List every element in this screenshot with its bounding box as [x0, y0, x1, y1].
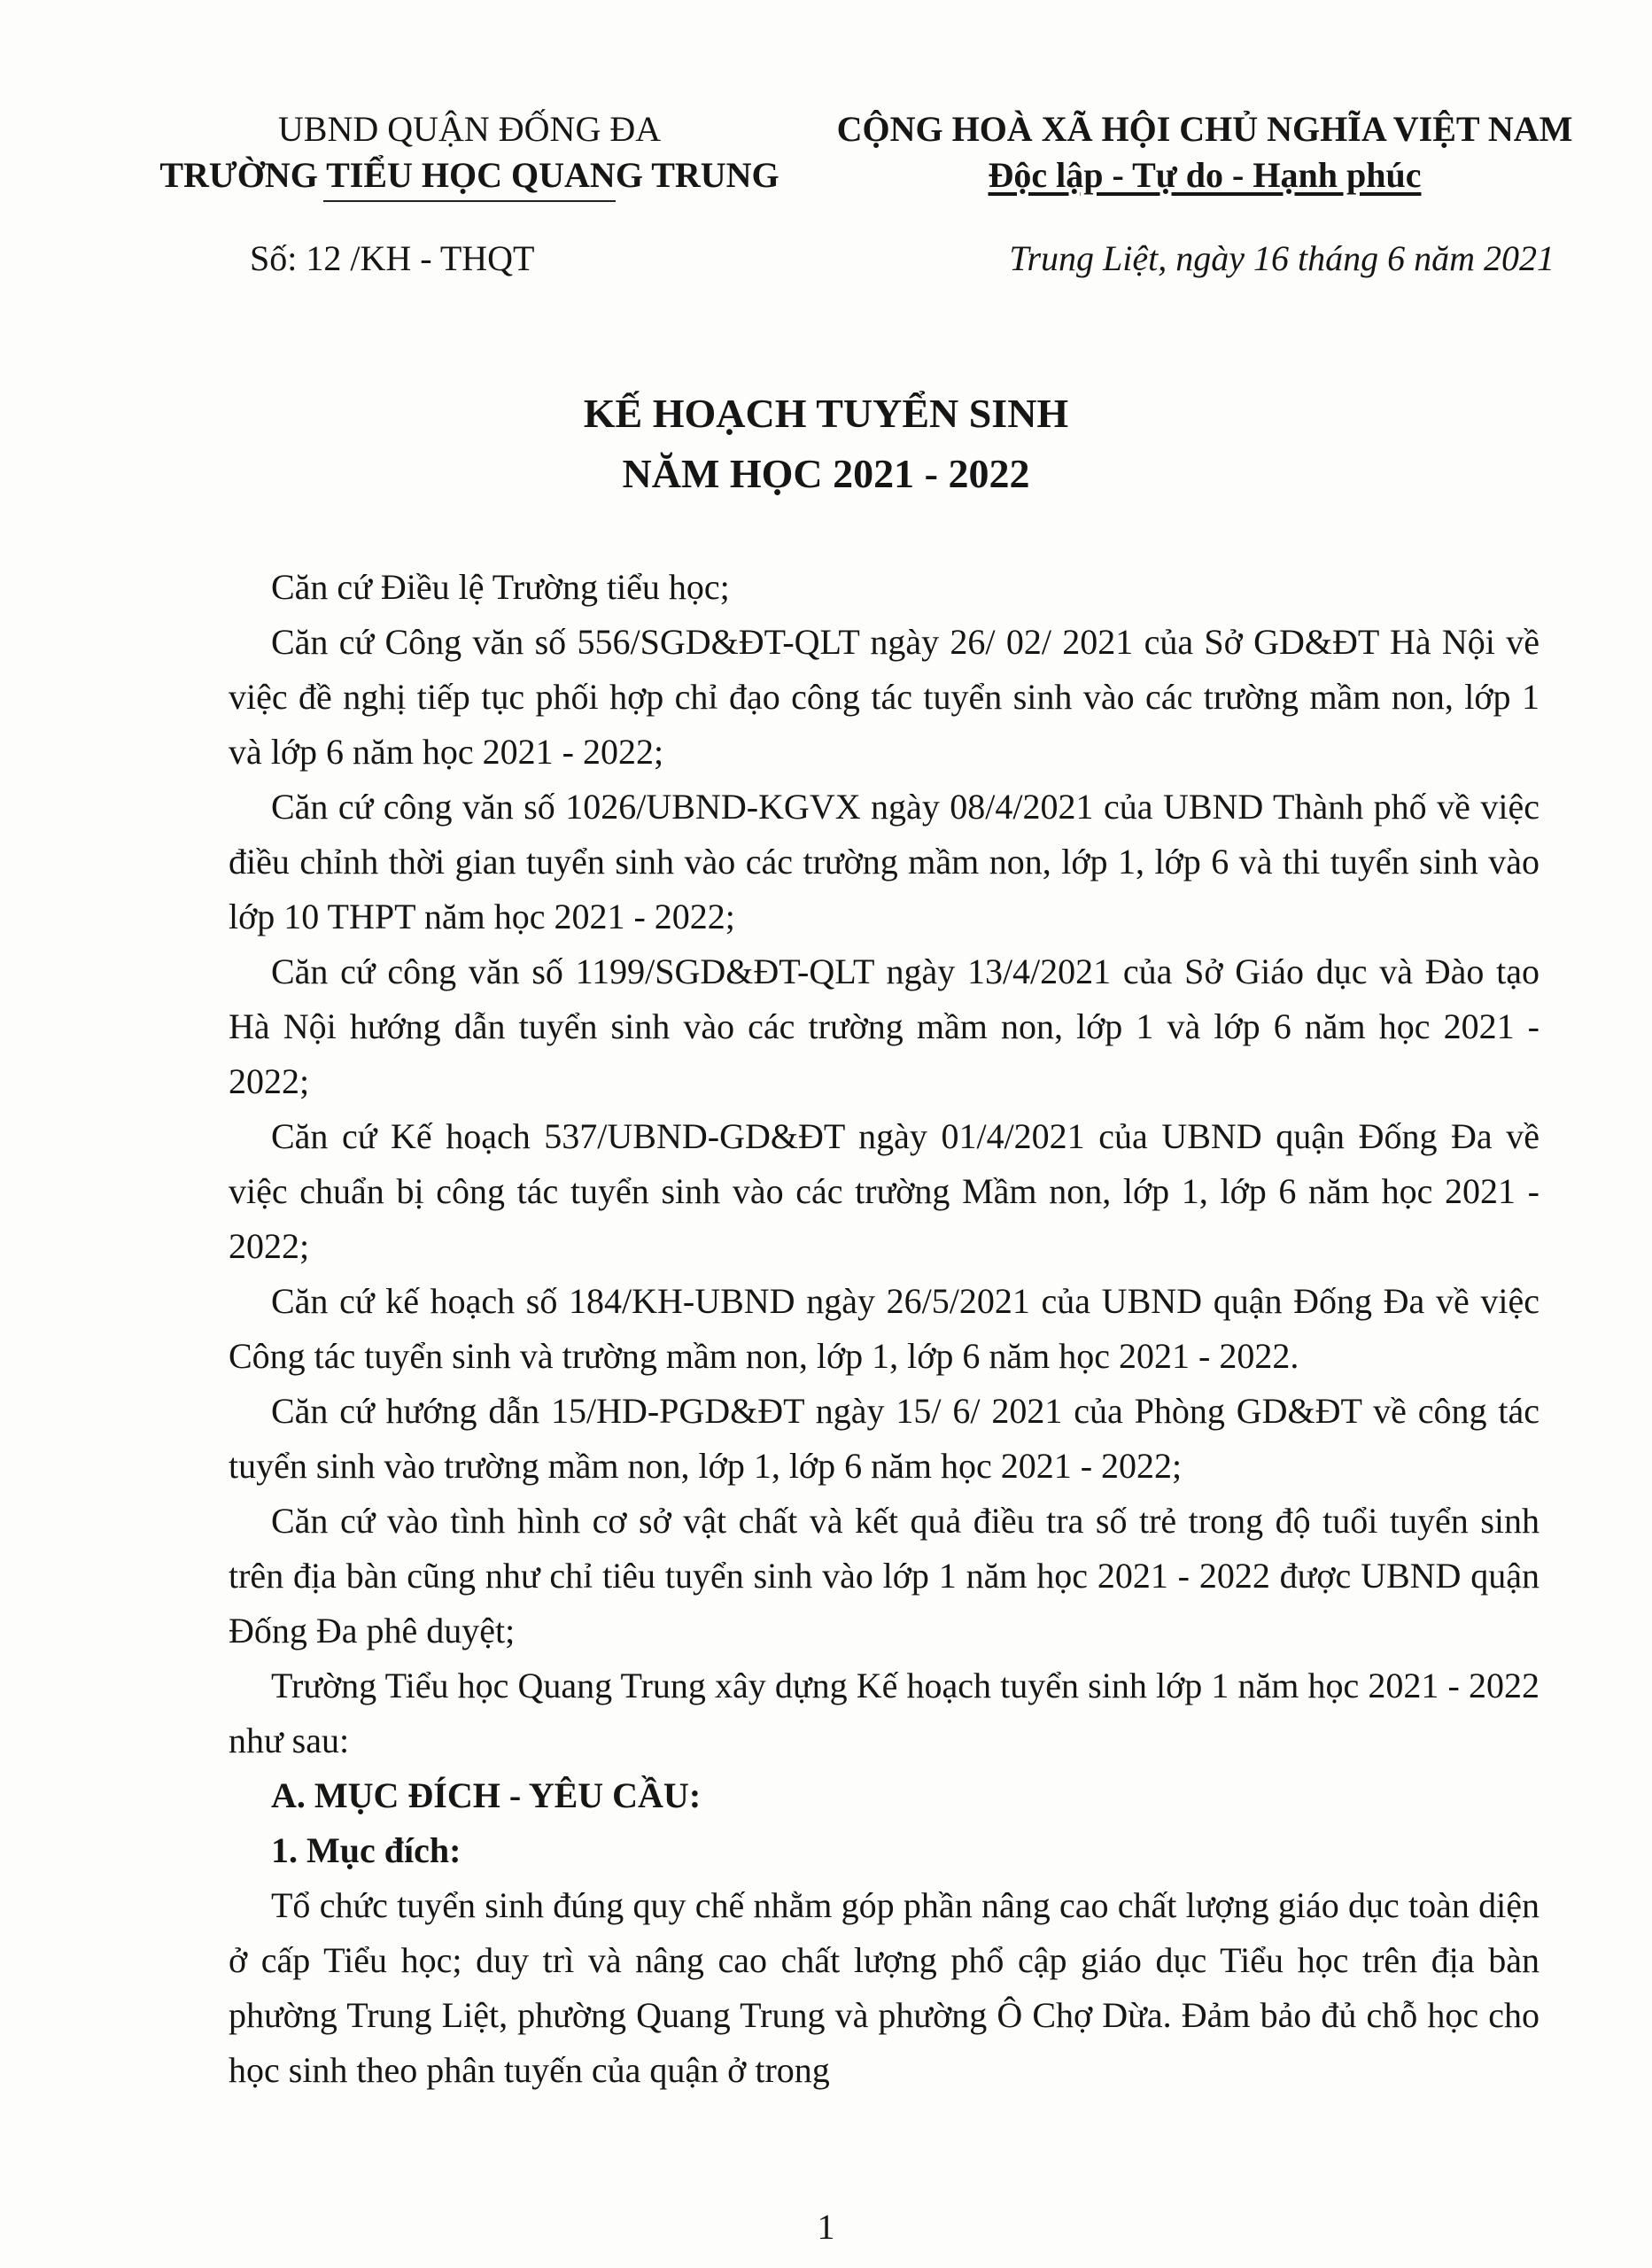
paragraph: Căn cứ công văn số 1199/SGD&ĐT-QLT ngày 13/4/2021 của Sở Giáo dục và Đào tạo Hà Nội hướng dẫn tuyển sinh vào các trường mầm non, lớp 1 và lớp 6 năm học 2021 - 2022; — [229, 951, 1540, 1101]
document-title: KẾ HOẠCH TUYỂN SINH — [583, 391, 1069, 436]
paragraph: Căn cứ Kế hoạch 537/UBND-GD&ĐT ngày 01/4/2021 của UBND quận Đống Đa về việc chuẩn bị công tác tuyển sinh vào các trường Mầm non, lớp 1, lớp 6 năm học 2021 - 2022; — [229, 1116, 1540, 1266]
paragraph: Căn cứ vào tình hình cơ sở vật chất và kết quả điều tra số trẻ trong độ tuổi tuyển sinh trên địa bàn cũng như chỉ tiêu tuyển sinh vào lớp 1 năm học 2021 - 2022 được UBND quận Đống Đa phê duyệt; — [229, 1501, 1540, 1651]
section-heading-a: A. MỤC ĐÍCH - YÊU CẦU: — [271, 1775, 702, 1815]
national-name: CỘNG HOÀ XÃ HỘI CHỦ NGHĨA VIỆT NAM — [836, 109, 1573, 149]
document-date: Trung Liệt, ngày 16 tháng 6 năm 2021 — [1009, 238, 1555, 278]
issuing-authority — [133, 106, 806, 202]
document-number: Số: 12 /KH - THQT — [250, 238, 535, 278]
district-name: UBND QUẬN ĐỐNG ĐA — [277, 109, 662, 149]
paragraph: Tổ chức tuyển sinh đúng quy chế nhằm góp phần nâng cao chất lượng giáo dục toàn diện ở cấp Tiểu học; duy trì và nâng cao chất lượng phổ cập giáo dục Tiểu học trên địa bàn phường Trung Liệt, phường Quang Trung và phường Ô Chợ Dừa. Đảm bảo đủ chỗ học cho học sinh theo phân tuyến của quận ở trong — [229, 1885, 1540, 2090]
paragraph: Căn cứ Điều lệ Trường tiểu học; — [271, 567, 730, 607]
national-motto: Độc lập - Tự do - Hạnh phúc — [988, 155, 1422, 195]
document-subtitle: NĂM HỌC 2021 - 2022 — [622, 451, 1030, 496]
paragraph: Trường Tiểu học Quang Trung xây dựng Kế hoạch tuyển sinh lớp 1 năm học 2021 - 2022 như sau: — [229, 1666, 1540, 1760]
paragraph: Căn cứ hướng dẫn 15/HD-PGD&ĐT ngày 15/ 6/ 2021 của Phòng GD&ĐT về công tác tuyển sinh vào trường mầm non, lớp 1, lớp 6 năm học 2021 - 2022; — [229, 1391, 1540, 1486]
school-name: TRƯỜNG TIỂU HỌC QUANG TRUNG — [159, 155, 779, 195]
paragraph: Căn cứ công văn số 1026/UBND-KGVX ngày 08/4/2021 của UBND Thành phố về việc điều chỉnh thời gian tuyển sinh vào các trường mầm non, lớp 1, lớp 6 và thi tuyển sinh vào lớp 10 THPT năm học 2021 - 2022; — [229, 787, 1540, 936]
page-number: 1 — [817, 2207, 835, 2247]
national-header — [824, 106, 1586, 198]
header-left-underline — [323, 200, 616, 202]
paragraph: Căn cứ kế hoạch số 184/KH-UBND ngày 26/5/2021 của UBND quận Đống Đa về việc Công tác tuyển sinh và trường mầm non, lớp 1, lớp 6 năm học 2021 - 2022. — [229, 1281, 1540, 1376]
document-body — [229, 560, 1540, 2098]
section-heading-1: 1. Mục đích: — [271, 1830, 461, 1870]
paragraph: Căn cứ Công văn số 556/SGD&ĐT-QLT ngày 26/ 02/ 2021 của Sở GD&ĐT Hà Nội về việc đề nghị tiếp tục phối hợp chỉ đạo công tác tuyển sinh vào các trường mầm non, lớp 1 và lớp 6 năm học 2021 - 2022; — [229, 622, 1540, 772]
